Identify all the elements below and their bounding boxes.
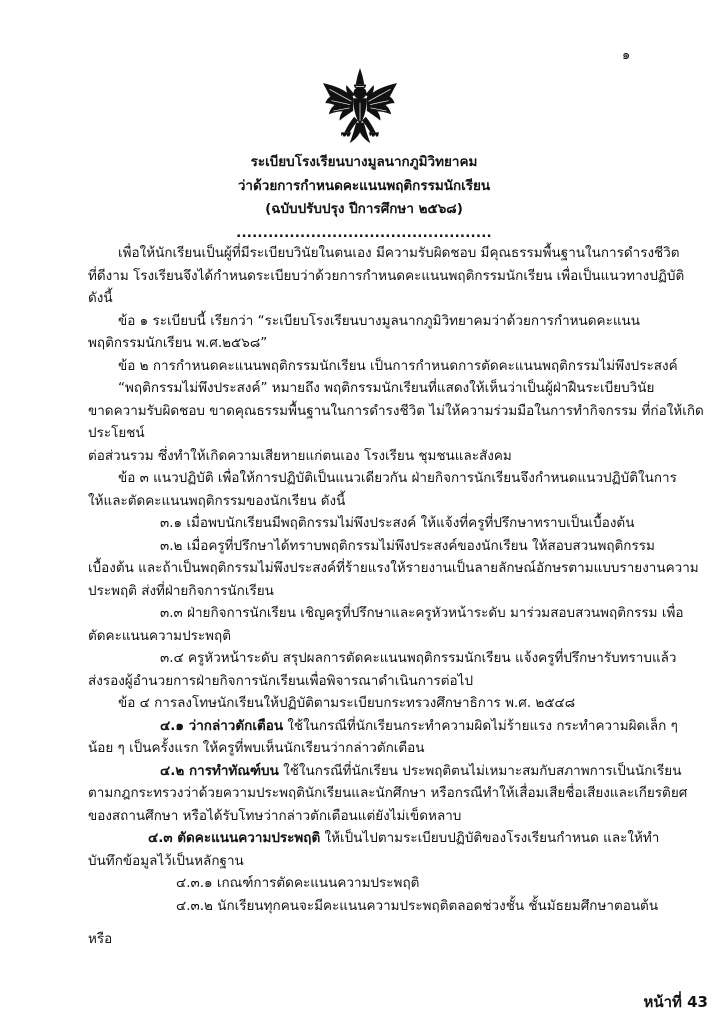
item-4-2-line [88, 760, 682, 783]
title-line-2: ว่าด้วยการกำหนดคะแนนพฤติกรรมนักเรียน [237, 177, 491, 194]
body-line: ประโยชน์ [88, 425, 145, 441]
intro-line-2: ที่ดีงาม โรงเรียนจึงได้กำหนดระเบียบว่าด้วยการกำหนดคะแนนพฤติกรรมนักเรียน เพื่อเป็นแนวทางปฏิบัติ [88, 267, 685, 284]
item-4-3-heading: ๔.๓ ตัดคะแนนความประพฤติ [148, 830, 321, 846]
definition-line: “พฤติกรรมไม่พึงประสงค์” หมายถึง พฤติกรรมนักเรียนที่แสดงให้เห็นว่าเป็นผู้ฝ่าฝืนระเบียบวินัย [118, 380, 655, 396]
clause-1-line: ข้อ ๑ ระเบียบนี้ เรียกว่า “ระเบียบโรงเรียนบางมูลนากภูมิวิทยาคมว่าด้วยการกำหนดคะแนน [118, 312, 640, 329]
intro-line-3: ดังนี้ [88, 290, 113, 306]
body-line: ตัดคะแนนความประพฤติ [88, 627, 231, 644]
body-line: ให้และตัดคะแนนพฤติกรรมของนักเรียน ดังนี้ [88, 492, 346, 509]
clause-3-line: ข้อ ๓ แนวปฏิบัติ เพื่อให้การปฏิบัติเป็นแนวเดียวกัน ฝ่ายกิจการนักเรียนจึงกำหนดแนวปฏิบัติในการ [118, 470, 677, 486]
item-4-1-line [88, 715, 678, 738]
body-line: น้อย ๆ เป็นครั้งแรก ให้ครูที่พบเห็นนักเรียนว่ากล่าวตักเตือน [88, 740, 425, 756]
body-line: พฤติกรรมนักเรียน พ.ศ.๒๕๖๘” [88, 335, 268, 351]
title-separator: ................................................ [236, 224, 492, 241]
title-line-3: (ฉบับปรับปรุง ปีการศึกษา ๒๕๖๘) [265, 201, 463, 217]
body-line: ต่อส่วนรวม ซึ่งทำให้เกิดความเสียหายแก่ตนเอง โรงเรียน ชุมชนและสังคม [88, 447, 512, 464]
body-line: เบื้องต้น และถ้าเป็นพฤติกรรมไม่พึงประสงค์ที่ร้ายแรงให้รายงานเป็นลายลักษณ์อักษรตามแบบรายงานความ [88, 560, 699, 576]
item-3-4-line: ๓.๔ ครูหัวหน้าระดับ สรุปผลการตัดคะแนนพฤติกรรมนักเรียน แจ้งครูที่ปรึกษารับทราบแล้ว [160, 650, 677, 666]
item-4-3-2-line: ๔.๓.๒ นักเรียนทุกคนจะมีคะแนนความประพฤติตลอดช่วงชั้น ชั้นมัธยมศึกษาตอนต้น [176, 897, 659, 914]
item-4-3-1-line: ๔.๓.๑ เกณฑ์การตัดคะแนนความประพฤติ [176, 875, 420, 891]
intro-line-1: เพื่อให้นักเรียนเป็นผู้ที่มีระเบียบวินัยในตนเอง มีความรับผิดชอบ มีคุณธรรมพื้นฐานในการดำรงชีวิต [118, 245, 680, 261]
item-4-3-line [88, 827, 660, 850]
body-line: บันทึกข้อมูลไว้เป็นหลักฐาน [88, 852, 244, 869]
page-number-mark: ๑ [622, 48, 631, 63]
clause-4-line: ข้อ ๔ การลงโทษนักเรียนให้ปฏิบัติตามระเบียบกระทรวงศึกษาธิการ พ.ศ. ๒๕๔๘ [118, 695, 576, 711]
body-line: ของสถานศึกษา หรือได้รับโทษว่ากล่าวตักเตือนแต่ยังไม่เข็ดหลาบ [88, 807, 462, 824]
body-line: หรือ [88, 931, 113, 947]
document-body [88, 242, 704, 951]
page-footer-number: หน้าที่ 43 [643, 993, 708, 1011]
title-line-1: ระเบียบโรงเรียนบางมูลนากภูมิวิทยาคม [250, 154, 478, 170]
item-4-2-text: ใช้ในกรณีที่นักเรียน ประพฤติตนไม่เหมาะสมกับสภาพการเป็นนักเรียน [278, 762, 682, 779]
item-4-1-heading: ๔.๑ ว่ากล่าวตักเตือน [160, 717, 284, 734]
clause-2-line: ข้อ ๒ การกำหนดคะแนนพฤติกรรมนักเรียน เป็นการกำหนดการตัดคะแนนพฤติกรรมไม่พึงประสงค์ [118, 357, 678, 374]
body-line: ประพฤติ ส่งที่ฝ่ายกิจการนักเรียน [88, 582, 274, 599]
body-line: ตามกฎกระทรวงว่าด้วยความประพฤตินักเรียนและนักศึกษา หรือกรณีทำให้เสื่อมเสียชื่อเสียงและเกียรติยศ [88, 785, 688, 801]
garuda-emblem-icon [321, 67, 399, 147]
item-4-3-text: ให้เป็นไปตามระเบียบปฏิบัติของโรงเรียนกำหนด และให้ทำ [320, 830, 660, 846]
item-3-3-line: ๓.๓ ฝ่ายกิจการนักเรียน เชิญครูที่ปรึกษาและครูหัวหน้าระดับ มาร่วมสอบสวนพฤติกรรม เพื่อ [160, 605, 684, 621]
document-title [88, 151, 640, 245]
body-line: ขาดความรับผิดชอบ ขาดคุณธรรมพื้นฐานในการดำรงชีวิต ไม่ให้ความร่วมมือในการทำกิจกรรม ที่ก่อให้เกิด [88, 402, 704, 419]
item-4-1-text: ใช้ในกรณีที่นักเรียนกระทำความผิดไม่ร้ายแรง กระทำความผิดเล็ก ๆ [283, 717, 678, 734]
item-3-2-line: ๓.๒ เมื่อครูที่ปรึกษาได้ทราบพฤติกรรมไม่พึงประสงค์ของนักเรียน ให้สอบสวนพฤติกรรม [160, 537, 655, 554]
item-4-2-heading: ๔.๒ การทำทัณฑ์บน [160, 762, 279, 779]
body-line: ส่งรองผู้อำนวยการฝ่ายกิจการนักเรียนเพื่อพิจารณาดำเนินการต่อไป [88, 672, 474, 689]
item-3-1-line: ๓.๑ เมื่อพบนักเรียนมีพฤติกรรมไม่พึงประสงค์ ให้แจ้งที่ครูที่ปรึกษาทราบเป็นเบื้องต้น [160, 515, 635, 531]
